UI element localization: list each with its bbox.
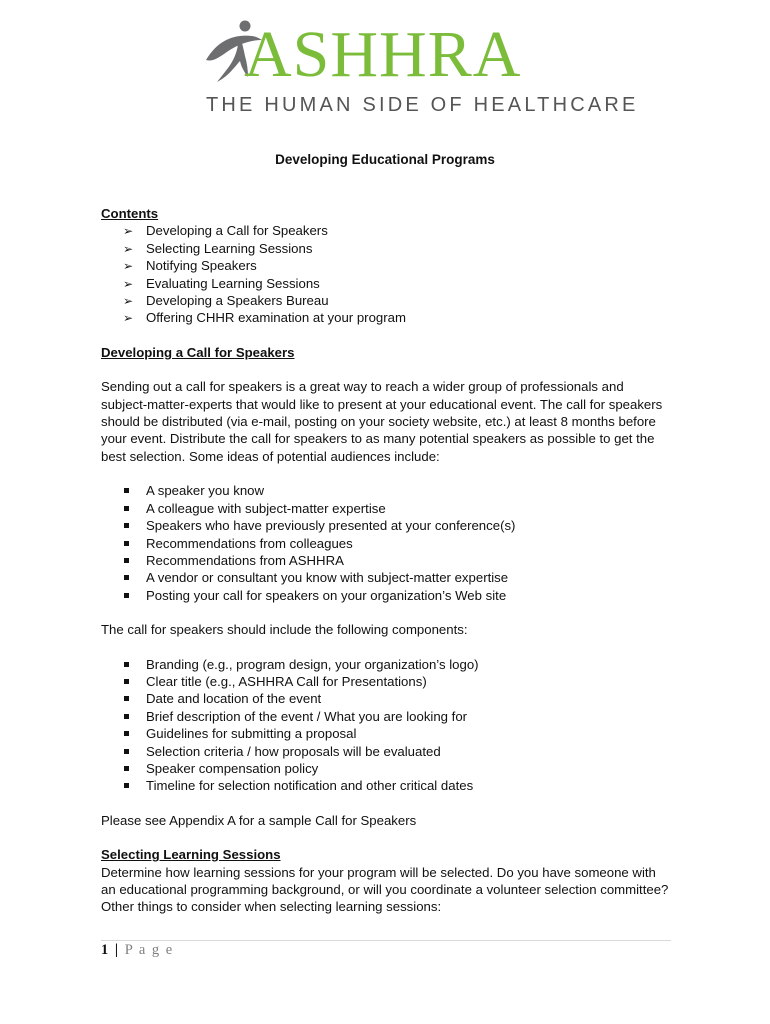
logo-tagline: THE HUMAN SIDE OF HEALTHCARE: [206, 94, 639, 116]
square-bullet-icon: [124, 662, 129, 667]
contents-list: [101, 222, 673, 326]
square-bullet-icon: [124, 488, 129, 493]
arrow-bullet-icon: ➢: [123, 224, 134, 239]
contents-item: ➢ Offering CHHR examination at your program: [101, 309, 673, 326]
section-heading-call-for-speakers: Developing a Call for Speakers: [101, 344, 295, 360]
contents-item: ➢ Notifying Speakers: [101, 257, 673, 274]
list-item: Speaker compensation policy: [101, 760, 673, 777]
list-item: A colleague with subject-matter expertise: [101, 500, 673, 517]
square-bullet-icon: [124, 575, 129, 580]
arrow-bullet-icon: ➢: [123, 311, 134, 326]
logo-wordmark: ASHHRA: [244, 18, 522, 91]
contents-item: ➢ Developing a Call for Speakers: [101, 222, 673, 239]
contents-heading: Contents: [101, 206, 159, 221]
list-item: Clear title (e.g., ASHHRA Call for Presentations): [101, 673, 673, 690]
square-bullet-icon: [124, 558, 129, 563]
square-bullet-icon: [124, 766, 129, 771]
square-bullet-icon: [124, 679, 129, 684]
appendix-note: Please see Appendix A for a sample Call for Speakers: [101, 812, 417, 828]
square-bullet-icon: [124, 506, 129, 511]
call-for-speakers-paragraph: Sending out a call for speakers is a great way to reach a wider group of professionals and subject-matter-experts that would like to present at your educational event. The call for speakers should be distributed (via e-mail, posting on your society website, etc.) at least 8 months before your event. Distribute the call for speakers to as many potential speakers as possible to get the best selection. Some ideas of potential audiences include:: [101, 379, 663, 464]
square-bullet-icon: [124, 593, 129, 598]
square-bullet-icon: [124, 523, 129, 528]
footer-divider: [101, 940, 671, 941]
list-item: Brief description of the event / What you are looking for: [101, 708, 673, 725]
components-intro: The call for speakers should include the following components:: [101, 622, 468, 638]
list-item: Recommendations from ASHHRA: [101, 552, 673, 569]
page-separator: |: [109, 942, 125, 958]
square-bullet-icon: [124, 714, 129, 719]
list-item: Speakers who have previously presented at your conference(s): [101, 517, 673, 534]
square-bullet-icon: [124, 696, 129, 701]
contents-item: ➢ Evaluating Learning Sessions: [101, 275, 673, 292]
square-bullet-icon: [124, 783, 129, 788]
list-item: Recommendations from colleagues: [101, 535, 673, 552]
arrow-bullet-icon: ➢: [123, 276, 134, 291]
list-item: Posting your call for speakers on your organization’s Web site: [101, 587, 673, 604]
selecting-sessions-paragraph: Determine how learning sessions for your program will be selected. Do you have someone with an educational programming background, or will you coordinate a volunteer selection committee? Other things to consider when selecting learning sessions:: [101, 864, 669, 915]
document-title: Developing Educational Programs: [275, 152, 495, 167]
ashhra-logo: [200, 18, 639, 120]
list-item: Guidelines for submitting a proposal: [101, 725, 673, 742]
page-footer: [101, 942, 174, 959]
list-item: Timeline for selection notification and other critical dates: [101, 777, 673, 794]
components-list: [101, 656, 673, 795]
list-item: A speaker you know: [101, 482, 673, 499]
document-body: [101, 205, 673, 916]
arrow-bullet-icon: ➢: [123, 259, 134, 274]
arrow-bullet-icon: ➢: [123, 241, 134, 256]
square-bullet-icon: [124, 731, 129, 736]
square-bullet-icon: [124, 541, 129, 546]
page-number: 1: [101, 942, 110, 958]
square-bullet-icon: [124, 749, 129, 754]
contents-item: ➢ Developing a Speakers Bureau: [101, 292, 673, 309]
section-heading-selecting-sessions: Selecting Learning Sessions: [101, 847, 281, 863]
list-item: Selection criteria / how proposals will be evaluated: [101, 743, 673, 760]
page-label: P a g e: [124, 942, 174, 958]
list-item: Date and location of the event: [101, 690, 673, 707]
arrow-bullet-icon: ➢: [123, 294, 134, 309]
list-item: A vendor or consultant you know with subject-matter expertise: [101, 569, 673, 586]
contents-item: ➢ Selecting Learning Sessions: [101, 240, 673, 257]
list-item: Branding (e.g., program design, your organization’s logo): [101, 656, 673, 673]
audiences-list: [101, 482, 673, 604]
